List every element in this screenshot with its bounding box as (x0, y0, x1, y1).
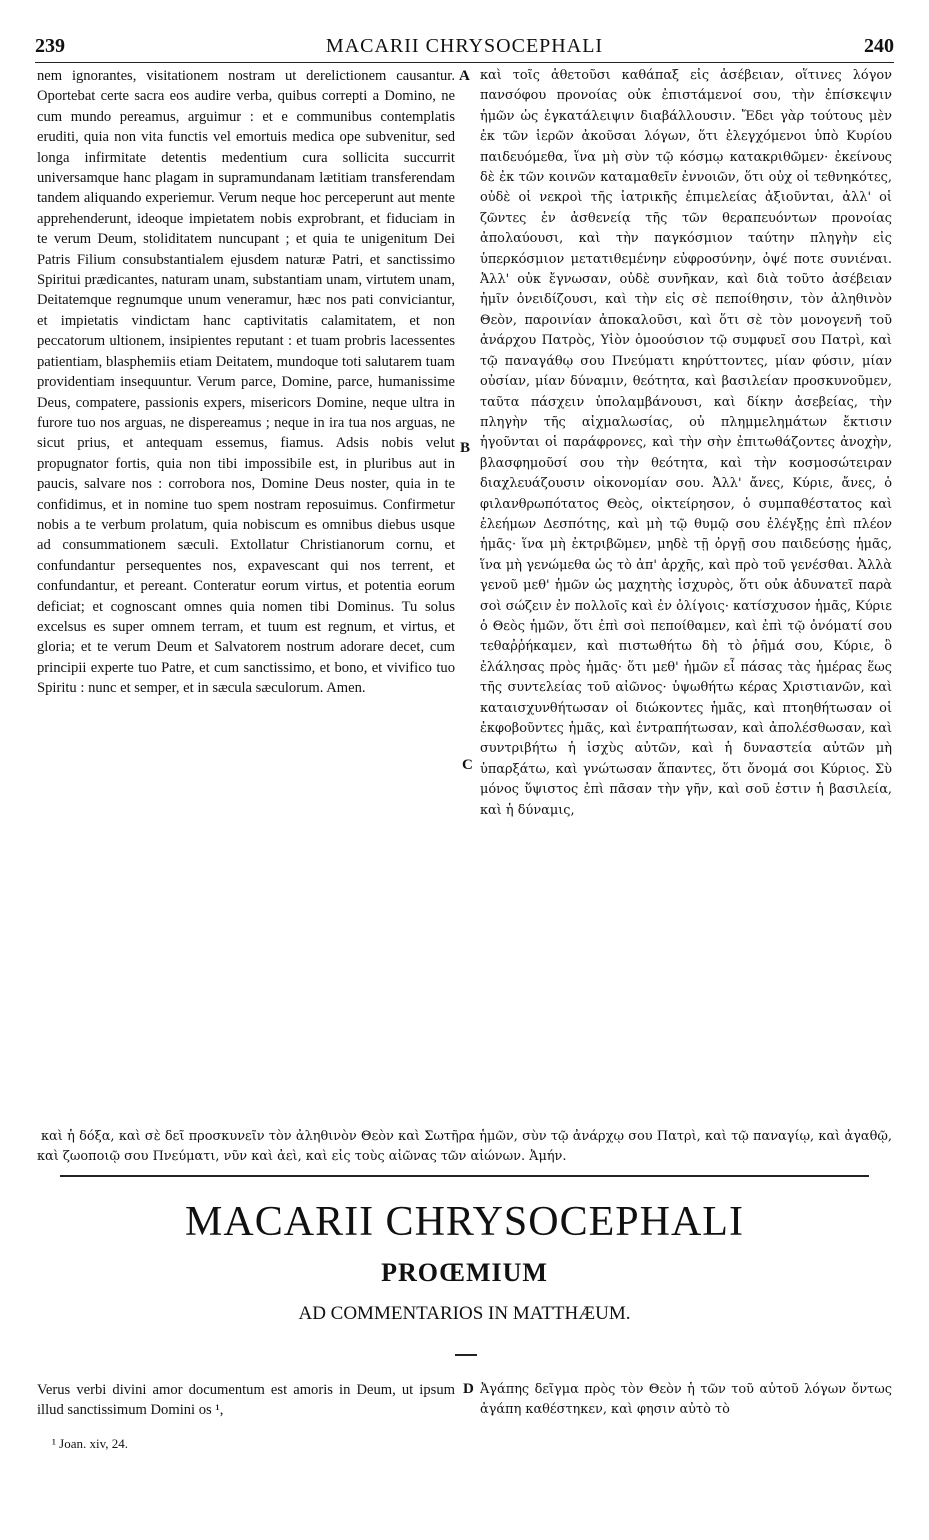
greek-spanning-text: καὶ ἡ δόξα, καὶ σὲ δεῖ προσκυνεῖν τὸν ἀληθινὸν Θεὸν καὶ Σωτῆρα ἡμῶν, σὺν τῷ ἀνάρχῳ σου Πατρὶ, καὶ τῷ παναγίῳ, καὶ ἀγαθῷ, καὶ ζωοποιῷ σου Πνεύματι, νῦν καὶ ἀεὶ, καὶ εἰς τοὺς αἰῶνας τῶν αἰώνων. Ἀμήν. (37, 1129, 892, 1164)
greek-column-2 (480, 1380, 892, 1421)
latin-column (37, 66, 455, 699)
greek-text-2: Ἀγάπης δεῖγμα πρὸς τὸν Θεὸν ἡ τῶν τοῦ αὐτοῦ λόγων ὄντως ἀγάπη καθέστηκεν, καὶ φησιν αὐτὸ τὸ (480, 1382, 892, 1418)
latin-column-2 (37, 1380, 455, 1421)
greek-column (480, 66, 892, 821)
margin-mark-b: B (460, 440, 471, 456)
page-number-left: 239 (35, 35, 65, 57)
margin-mark-a: A (459, 68, 470, 84)
header-rule (35, 62, 894, 63)
latin-text-2: Verus verbi divini amor documentum est amoris in Deum, ut ipsum illud sanctissimum Domini os ¹, (37, 1382, 455, 1419)
section-subtitle-2: AD COMMENTARIOS IN MATTHÆUM. (298, 1303, 631, 1324)
section-rule (60, 1175, 869, 1177)
section-title: MACARII CHRYSOCEPHALI (185, 1199, 744, 1245)
running-title: MACARII CHRYSOCEPHALI (325, 35, 604, 57)
short-divider (455, 1354, 477, 1356)
latin-text: nem ignorantes, visitationem nostram ut derelictionem causantur. Oportebat certe sacra eos audire verba, quibus correpti a Domino, ne cum mundo pereamus, arguimur : et e communibus contemplatis eruditi, quia non vita functis vel emortuis medica ope subvenitur, sed longa infirmitate detentis medentium cura sollicita succurrit universamque hanc plagam in supramundanam lætitiam transferendam tandem aliquando experiemur. Verum neque hoc perceperunt aut mente apprehenderunt, ideoque impietatem nobis exprobrant, et fiduciam in te verum Deum, stoliditatem nuncupant ; et quia te unigenitum Dei Patris Filium consubstantialem ejusdem naturæ Patri, et sanctissimo Spiritui prædicantes, naturam unam, substantiam unam, virtutem unam, Deitatemque regnumque unum veneramur, hæc nos pati conviciantur, et impietatis vindictam hanc captivitatis calamitatem, et non peccatorum ultionem, insipientes reputant : et tuam probris lacessentes patientiam, blasphemiis etiam Deitatem, mundoque toti salutarem tuam providentiam insequuntur. Verum parce, Domine, parce, humanissime Deus, compatere, passionis expers, misericors Domine, neque ultra in furore tuo nos arguas, ne dispereamus ; neque in ira tua nos arguas, ne sicut prius, et antequam essemus, fiamus. Adsis nobis velut propugnator fortis, quia non tibi impossibile est, in pluribus aut in paucis, salvare nos : corrobora nos, Domine Deus noster, quia in te confidimus, et in nomine tuo spem nostram reposuimus. Confirmetur nobis a te verbum prolatum, quia nobiscum es omnibus diebus usque ad consummationem sæculi. Extollatur Christianorum cornu, et confundantur persequentes nos, expavescant qui nos terrent, et confundantur, et pereant. Conteratur eorum virtus, et potentia eorum deficiat; et cognoscant omnes quia nomen tibi Dominus. Tu solus excelsus es super omnem terram, et tuum est regnum, et virtus, et gloria; et te verum Deum et Salvatorem nostrum adorare decet, cum principii experte tuo Patre, et cum sanctissimo, et bono, et vivifico tuo Spiritu : nunc et semper, et in sæcula sæculorum. Amen. (37, 68, 455, 697)
running-header (35, 35, 894, 61)
greek-text: καὶ τοῖς ἀθετοῦσι καθάπαξ εἰς ἀσέβειαν, οἵτινες λόγον πανσόφου προνοίας οὐκ ἐπιστάμενοί σου, τὴν ἐπίσκεψιν ἡμῶν ὡς ἐγκατάλειψιν διαβάλλουσιν. Ἔδει γὰρ τούτους μὲν ἐκ τῶν ἱερῶν ἀκοῦσαι λόγων, ὅτι ἐλεγχόμενοι ὑπὸ Κυρίου παιδευόμεθα, ἵνα μὴ σὺν τῷ κόσμῳ κατακριθῶμεν· ἐκείνους δὲ ἐκ τῶν κοινῶν καταμαθεῖν ἐννοιῶν, ὅτι οὐχ οἱ τεθνηκότες, οὐδὲ οἱ νεκροὶ τῆς ἰατρικῆς ἐπιμελείας ἀξιοῦνται, ἀλλ' οἱ ζῶντες ἐν ἀσθενείᾳ τῆς τῶν θεραπευόντων προνοίας ἀπολαύουσι, καὶ τὴν παγκόσμιον ταύτην πληγὴν εἰς ὑπερκόσμιον μετατιθεμένην εὐφροσύνην, ὀψέ ποτε συνιέναι. Ἀλλ' οὐκ ἔγνωσαν, οὐδὲ συνῆκαν, καὶ διὰ τοῦτο ἀσέβειαν ἡμῖν ὀνειδίζουσι, καὶ τὴν εἰς σὲ πεποίθησιν, τὸν ἀληθινὸν Θεὸν, παροινίαν ἀποκαλοῦσι, καὶ ὅτι σὲ τὸν μονογενῆ τοῦ ἀνάρχου Πατρὸς, Υἱὸν ὁμοούσιον τῷ συμφυεῖ σου Πατρὶ, καὶ τῷ παναγάθῳ σου Πνεύματι κηρύττοντες, μίαν φύσιν, μίαν οὐσίαν, μίαν δύναμιν, θεότητα, καὶ βασιλείαν προσκυνοῦμεν, ταῦτα πάσχειν ὑπολαμβάνουσι, καὶ δίκην ἀσεβείας, τὴν πληγὴν τῆς αἰχμαλωσίας, οὐ πλημμελημάτων ἔκτισιν ἡγοῦνται οἱ παράφρονες, καὶ τὴν σὴν ἐπιτωθάζοντες ἀνοχὴν, βλασφημοῦσί σου τὴν θεότητα, καὶ τὴν κοσμοσώτειραν διαχλευάζουσιν οἰκονομίαν σου. Ἀλλ' ἄνες, Κύριε, ἄνες, ὁ φιλανθρωπότατος Θεὸς, οἰκτείρησον, ὁ συμπαθέστατος καὶ ἐλεήμων Δεσπότης, καὶ μὴ τῷ θυμῷ σου ἐλέγξῃς ἐπὶ πλέον ἡμᾶς· ἵνα μὴ ἐκτριβῶμεν, μηδὲ τῇ ὀργῇ σου παιδεύσῃς ἡμᾶς, ἵνα μὴ γενώμεθα ὡς τὸ ἀπ' ἀρχῆς, καὶ πρὸ τοῦ γενέσθαι. Ἀλλὰ γενοῦ μεθ' ἡμῶν ὡς μαχητὴς ἰσχυρὸς, ὅτι οὐκ ἀδυνατεῖ παρὰ σοὶ σώζειν ἐν πολλοῖς καὶ ἐν ὀλίγοις· κατίσχυσον ἡμᾶς, Κύριε ὁ Θεὸς ἡμῶν, ὅτι ἐπὶ σοὶ πεποίθαμεν, καὶ ἐπὶ τῷ ὀνόματί σου τεθαῤῥήκαμεν, καὶ πιστωθήτω δὴ τὸ ῥῆμά σου, Κύριε, ὃ ἐλάλησας πρὸς ἡμᾶς· ὅτι μεθ' ἡμῶν εἶ πάσας τὰς ἡμέρας ἕως τῆς συντελείας τοῦ αἰῶνος· ὑψωθήτω κέρας Χριστιανῶν, καὶ καταισχυνθήτωσαν οἱ διώκοντες ἡμᾶς, καὶ πτοηθήτωσαν οἱ ἐκφοβοῦντες ἡμᾶς, καὶ ἐντραπήτωσαν, καὶ ἀπολέσθωσαν, καὶ συντριβήτω ἡ ἰσχὺς αὐτῶν, καὶ ἡ δυναστεία αὐτῶν μὴ ὑπαρξάτω, καὶ γνώτωσαν ἅπαντες, ὅτι ὄνομά σοι Κύριος. Σὺ μόνος ὕψιστος ἐπὶ πᾶσαν τὴν γῆν, καὶ σοῦ ἐστιν ἡ βασιλεία, καὶ ἡ δύναμις, (480, 68, 892, 818)
page-number-right: 240 (864, 35, 894, 57)
section-subtitle: PROŒMIUM (381, 1258, 548, 1287)
margin-mark-c: C (462, 757, 473, 773)
footnote: ¹ Joan. xiv, 24. (52, 1436, 128, 1451)
margin-mark-d: D (463, 1381, 474, 1397)
